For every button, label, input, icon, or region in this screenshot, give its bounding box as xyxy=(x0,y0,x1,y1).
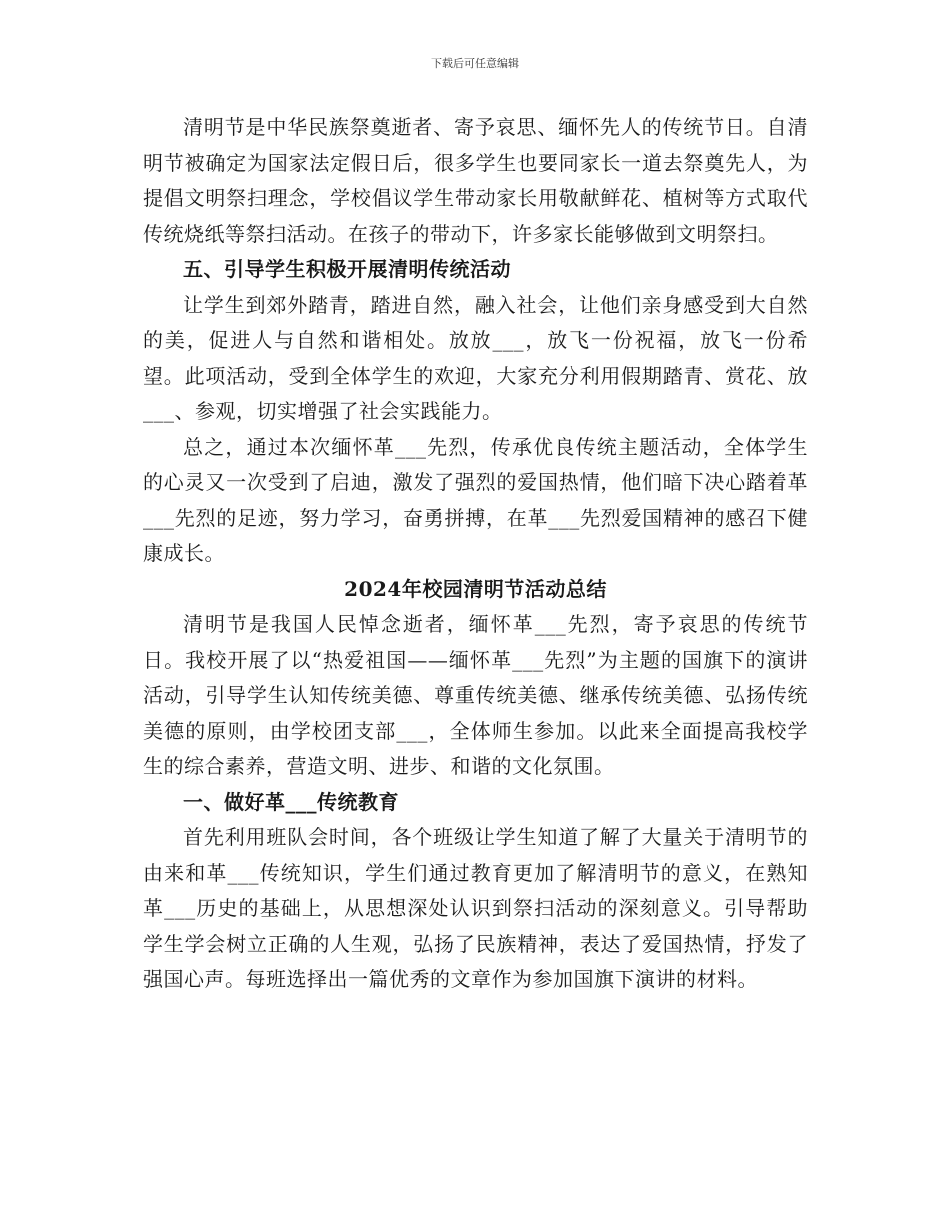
paragraph-qingming-intro: 清明节是中华民族祭奠逝者、寄予哀思、缅怀先人的传统节日。自清明节被确定为国家法定假日后，很多学生也要同家长一道去祭奠先人，为提倡文明祭扫理念，学校倡议学生带动家长用敬献鲜花、植树等方式取代传统烧纸等祭扫活动。在孩子的带动下，许多家长能够做到文明祭扫。 xyxy=(143,115,808,246)
section-heading-five: 五、引导学生积极开展清明传统活动 xyxy=(183,257,511,281)
paragraph-outing-activity: 让学生到郊外踏青，踏进自然，融入社会，让他们亲身感受到大自然的美，促进人与自然和谐相处。放放___，放飞一份祝福，放飞一份希望。此项活动，受到全体学生的欢迎，大家充分利用假期踏青、赏花、放___、参观，切实增强了社会实践能力。 xyxy=(143,292,808,423)
page-header: 下载后可任意编辑 xyxy=(431,57,519,70)
paragraph-summary: 总之，通过本次缅怀革___先烈，传承优良传统主题活动，全体学生的心灵又一次受到了启迪，激发了强烈的爱国热情，他们暗下决心踏着革___先烈的足迹，努力学习，奋勇拼搏，在革___先烈爱国精神的感召下健康成长。 xyxy=(143,434,808,565)
paragraph-speech-activity: 清明节是我国人民悼念逝者，缅怀革___先烈，寄予哀思的传统节日。我校开展了以“热爱祖国——缅怀革___先烈”为主题的国旗下的演讲活动，引导学生认知传统美德、尊重传统美德、继承传统美德、弘扬传统美德的原则，由学校团支部___，全体师生参加。以此来全面提高我校学生的综合素养，营造文明、进步、和谐的文化氛围。 xyxy=(143,612,808,778)
section-heading-one: 一、做好革___传统教育 xyxy=(183,789,399,814)
paragraph-traditional-education: 首先利用班队会时间，各个班级让学生知道了解了大量关于清明节的由来和革___传统知识，学生们通过教育更加了解清明节的意义，在熟知革___历史的基础上，从思想深处认识到祭扫活动的深刻意义。引导帮助学生学会树立正确的人生观，弘扬了民族精神，表达了爱国热情，抒发了强国心声。每班选择出一篇优秀的文章作为参加国旗下演讲的材料。 xyxy=(143,825,808,991)
document-body xyxy=(143,110,808,998)
document-title: 2024年校园清明节活动总结 xyxy=(344,576,607,601)
